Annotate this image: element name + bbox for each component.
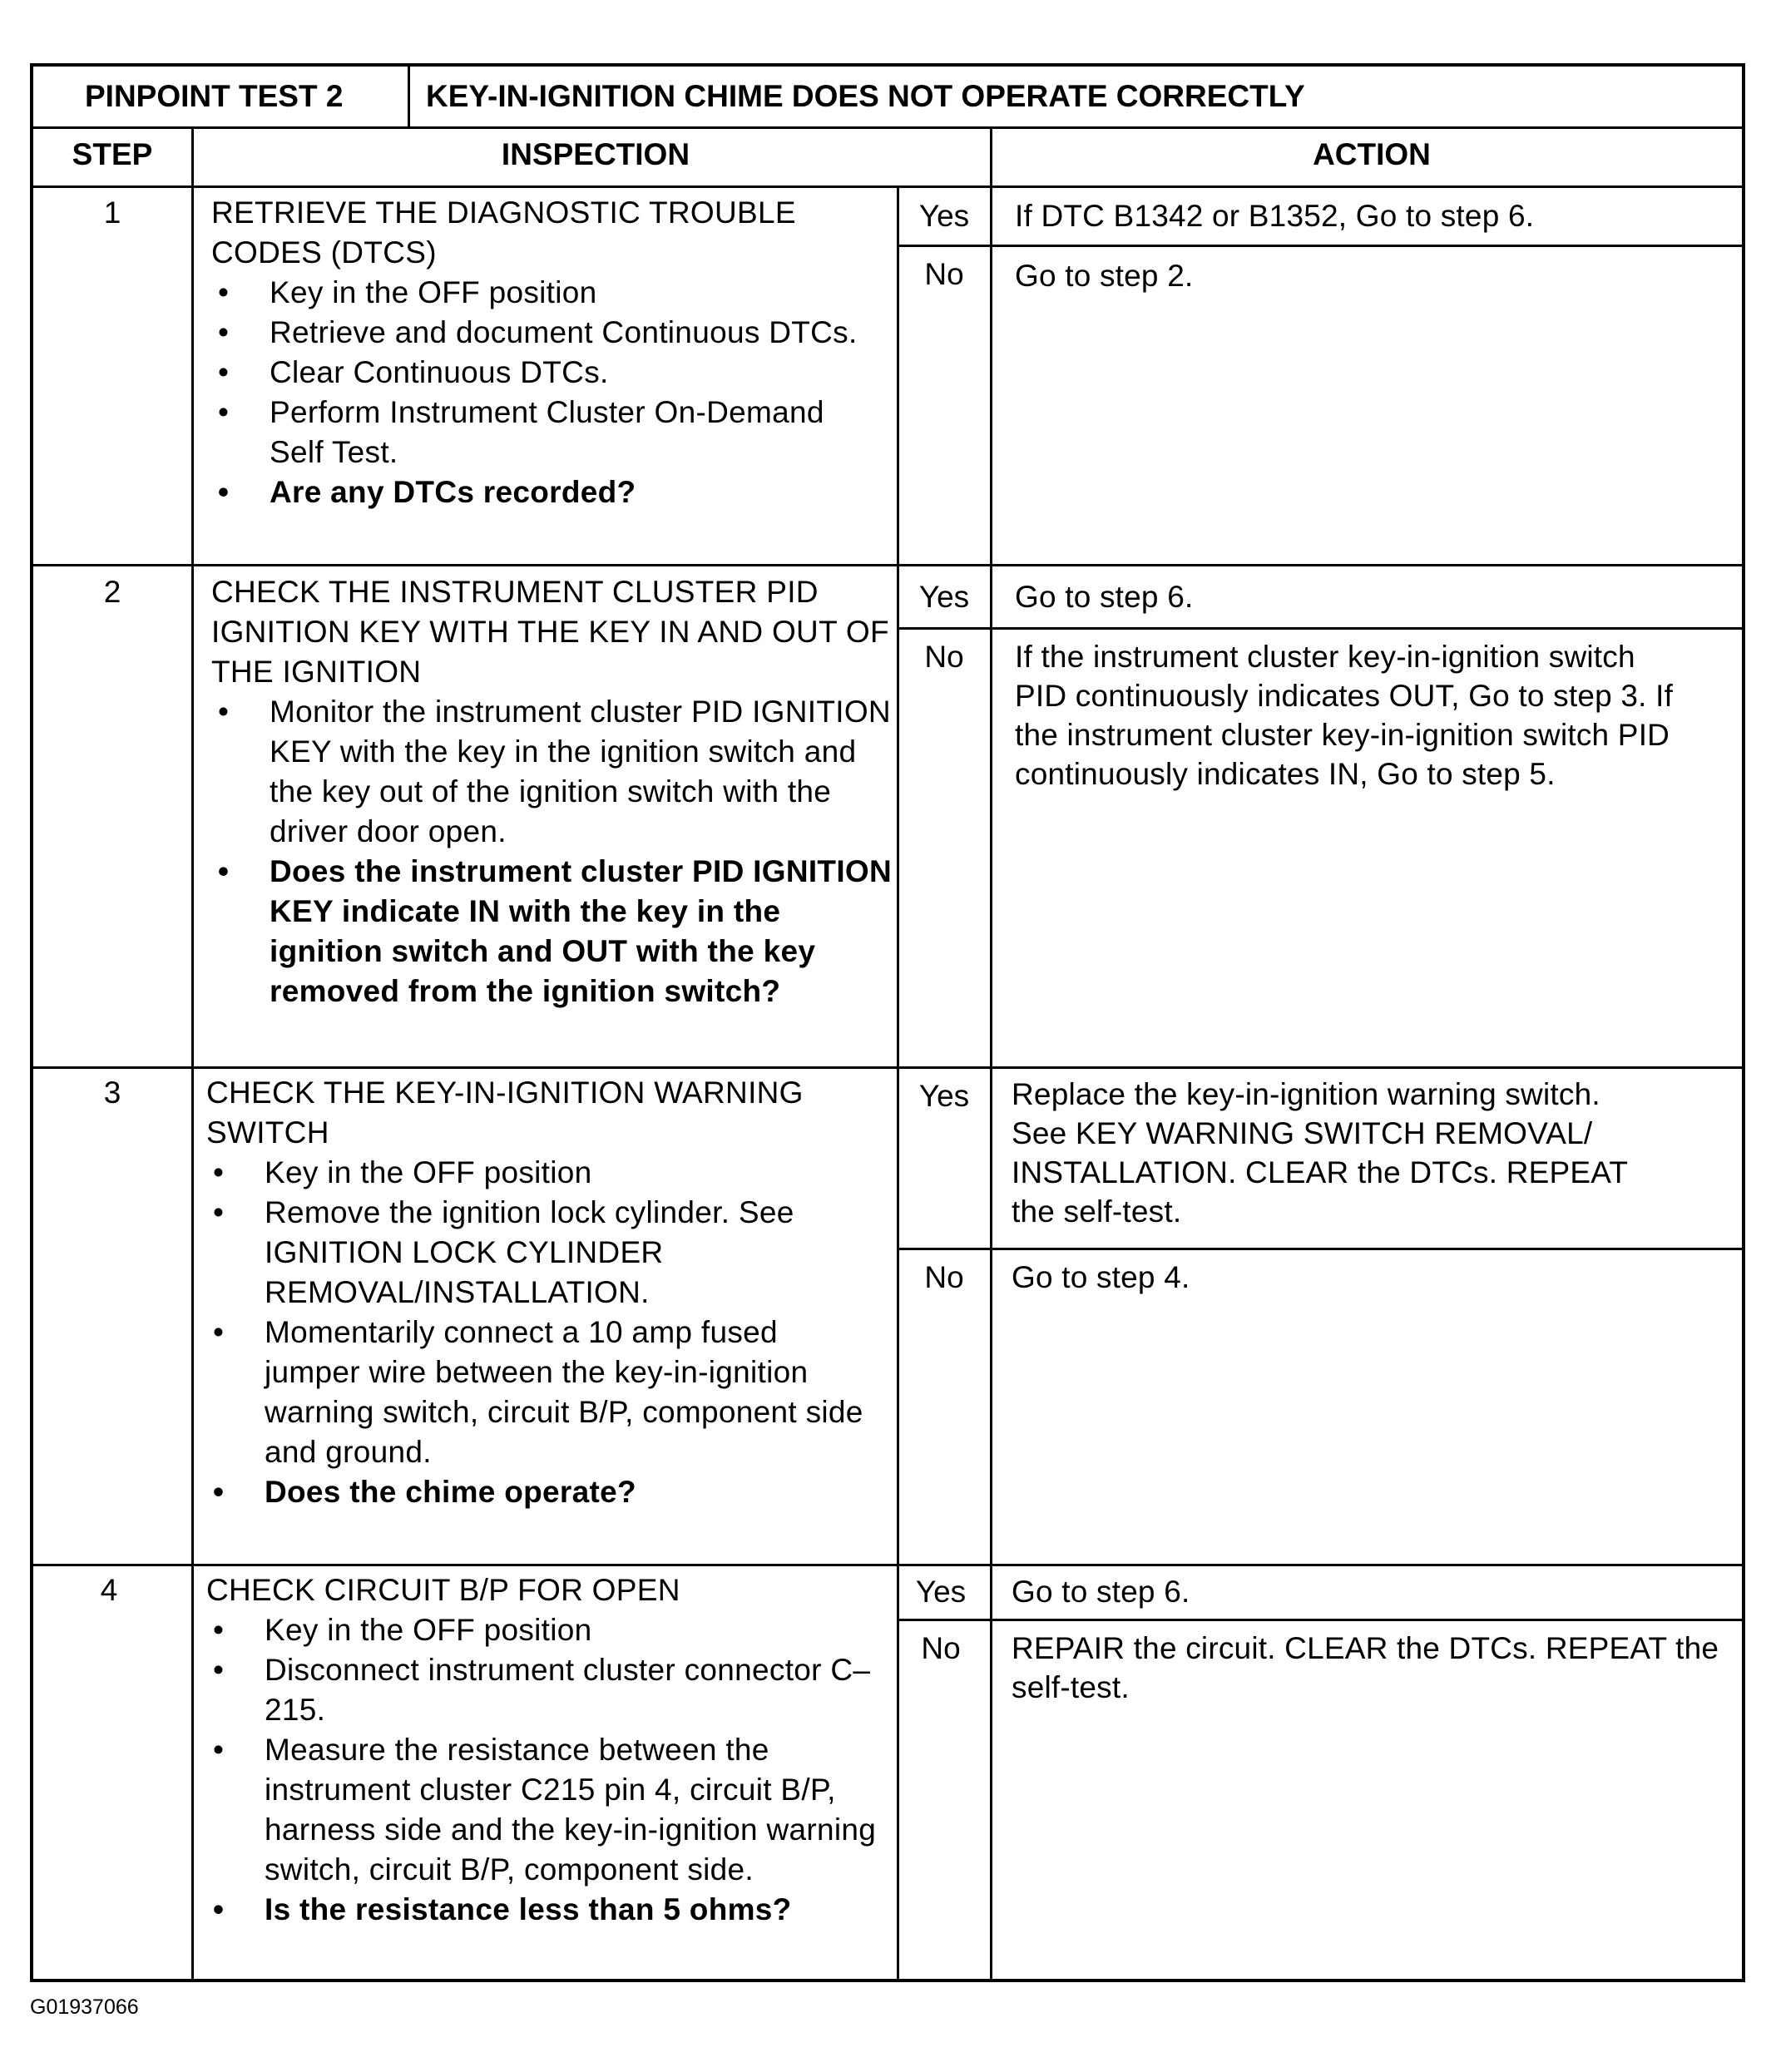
inspection-step-3 [206,1073,880,1512]
step-number: 4 [100,1573,118,1607]
inspection-question: • Are any DTCs recorded? [211,472,885,512]
inspection-step-4 [206,1570,888,1930]
bullet-icon: • [213,1195,225,1229]
no-label: No [924,640,964,674]
bullet-icon: • [218,695,230,729]
bullet-icon: • [213,1155,225,1189]
bullet-icon: • [213,1733,225,1767]
no-action: Go to step 2. [1015,259,1194,293]
inspection-question: • Does the chime operate? [206,1472,880,1512]
inspection-item: • Measure the resistance between the instrument cluster C215 pin 4, circuit B/P, harness side and the key-in-ignition warning switch, circuit B/P, component side. [206,1730,888,1890]
bullet-icon: • [218,275,230,309]
no-action: Go to step 4. [1012,1260,1190,1294]
inspection-list [206,1153,880,1512]
yes-no-rule-3 [897,1248,1745,1250]
inspection-list [211,692,893,1011]
inspection-step-1 [211,193,885,512]
inspection-title: RETRIEVE THE DIAGNOSTIC TROUBLE CODES (DTCS) [211,195,796,270]
yes-no-rule-2 [897,627,1745,630]
yes-label: Yes [915,1575,967,1609]
yes-action: Go to step 6. [1012,1575,1190,1609]
test-id: PINPOINT TEST 2 [85,79,344,113]
bullet-icon: • [213,1892,225,1926]
inspection-question: • Does the instrument cluster PID IGNITION KEY indicate IN with the key in the ignition switch and OUT with the key removed from the ignition switch? [211,852,893,1011]
bullet-icon: • [218,315,230,349]
inspection-title: CHECK THE KEY-IN-IGNITION WARNING SWITCH [206,1076,804,1150]
inspection-title: CHECK CIRCUIT B/P FOR OPEN [206,1573,680,1607]
no-label: No [924,1260,964,1294]
inspection-question: • Is the resistance less than 5 ohms? [206,1890,888,1930]
test-title: KEY-IN-IGNITION CHIME DOES NOT OPERATE CORRECTLY [426,79,1305,113]
inspection-item: • Perform Instrument Cluster On-Demand Self Test. [211,393,885,472]
yes-action: Go to step 6. [1015,580,1194,614]
row-rule-3 [33,1564,1745,1566]
inspection-item: • Monitor the instrument cluster PID IGNITION KEY with the key in the ignition switch and the key out of the ignition switch with the driver door open. [211,692,893,852]
yes-label: Yes [918,199,970,233]
column-header-step: STEP [72,137,153,171]
no-label: No [921,1631,961,1665]
inspection-item: • Momentarily connect a 10 amp fused jumper wire between the key-in-ignition warning switch, circuit B/P, component side and ground. [206,1313,880,1472]
inspection-item: • Key in the OFF position [206,1610,888,1650]
yes-action: If DTC B1342 or B1352, Go to step 6. [1015,199,1535,233]
bullet-icon: • [218,395,230,429]
inspection-list [206,1610,888,1930]
inspection-list [211,273,885,512]
row-rule-2 [33,1066,1745,1069]
bullet-icon: • [213,1475,225,1509]
figure-id: G01937066 [30,1995,139,2019]
yes-label: Yes [918,1079,970,1113]
bullet-icon: • [218,355,230,389]
inspection-item: • Key in the OFF position [206,1153,880,1193]
title-divider [408,67,410,128]
yes-no-rule-1 [897,245,1745,247]
inspection-item: • Remove the ignition lock cylinder. See IGNITION LOCK CYLINDER REMOVAL/INSTALLATION. [206,1193,880,1313]
step-column-divider [191,126,194,1982]
action-column-divider [990,126,992,1982]
inspection-title: CHECK THE INSTRUMENT CLUSTER PID IGNITION KEY WITH THE KEY IN AND OUT OF THE IGNITION [211,575,889,689]
bullet-icon: • [213,1613,225,1647]
inspection-item: • Disconnect instrument cluster connector C–215. [206,1650,888,1730]
pinpoint-test-table [30,63,1745,1982]
inspection-item: • Key in the OFF position [211,273,885,313]
yes-label: Yes [918,580,970,614]
no-action: If the instrument cluster key-in-ignition switch PID continuously indicates OUT, Go to step 3. If the instrument cluster key-in-ignition switch PID continuously indicates IN, Go to step 5. [1015,640,1674,791]
title-rule [33,126,1745,129]
bullet-icon: • [213,1653,225,1687]
inspection-item: • Retrieve and document Continuous DTCs. [211,313,885,353]
column-header-inspection: INSPECTION [501,137,690,171]
bullet-icon: • [213,1315,225,1349]
inspection-item: • Clear Continuous DTCs. [211,353,885,393]
yes-no-rule-4 [897,1619,1745,1621]
step-number: 1 [103,195,121,230]
yes-action: Replace the key-in-ignition warning switch. See KEY WARNING SWITCH REMOVAL/ INSTALLATION. CLEAR the DTCs. REPEAT the self-test. [1012,1077,1628,1229]
no-action: REPAIR the circuit. CLEAR the DTCs. REPEAT the self-test. [1012,1631,1719,1704]
step-number: 3 [103,1076,121,1110]
bullet-icon: • [218,854,230,888]
header-rule [33,185,1745,188]
bullet-icon: • [218,475,230,509]
step-number: 2 [103,575,121,609]
row-rule-1 [33,564,1745,566]
column-header-action: ACTION [1313,137,1431,171]
inspection-step-2 [211,572,893,1011]
no-label: No [924,257,964,291]
